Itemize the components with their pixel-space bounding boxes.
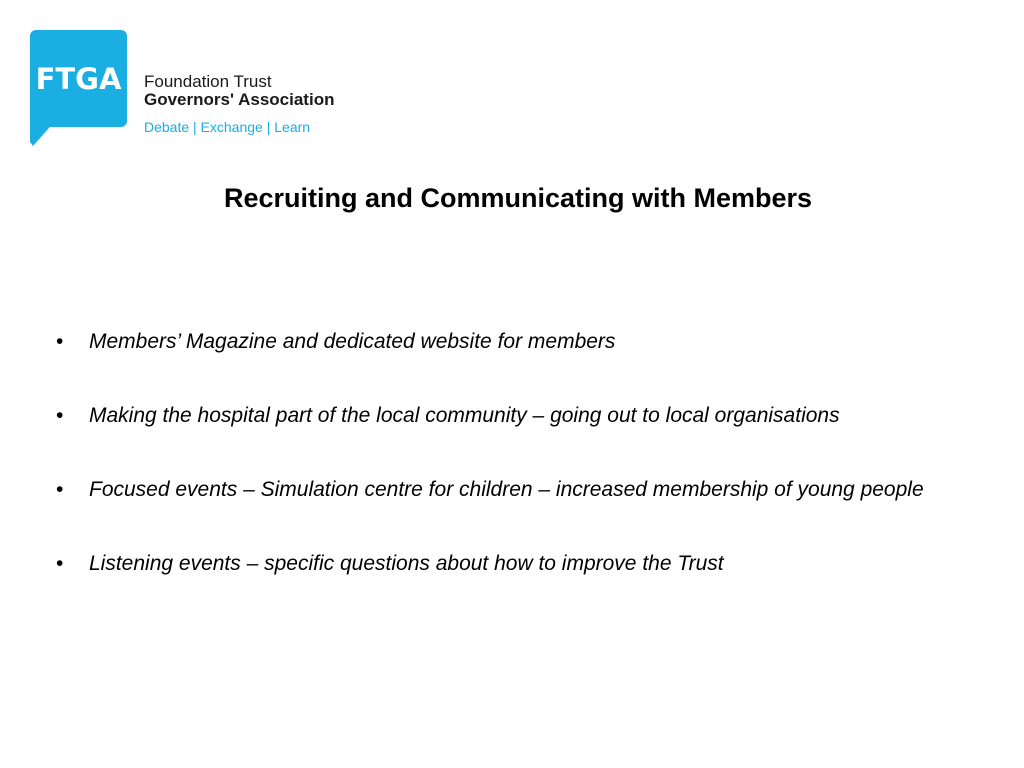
slide-title: Recruiting and Communicating with Members [223,183,813,213]
bullet-text: Listening events – specific questions about how to improve the Trust [89,552,724,575]
bullet-icon: • [56,330,64,353]
bullet-item [56,548,960,579]
bullet-icon: • [56,552,64,575]
logo-name-line1: Foundation Trust [144,72,272,91]
bullet-list [56,326,960,622]
bullet-icon: • [56,404,64,427]
bullet-text: Making the hospital part of the local community – going out to local organisations [89,404,840,427]
logo-name-line2: Governors' Association [144,90,335,109]
bullet-icon: • [56,478,64,501]
bullet-item [56,400,960,431]
bullet-item [56,474,960,505]
bullet-item [56,326,960,357]
ftga-logo [30,30,350,148]
bullet-text: Focused events – Simulation centre for children – increased membership of young people [89,478,924,501]
logo-tagline: Debate | Exchange | Learn [144,119,311,135]
logo-mark: FTGA [35,61,122,96]
bullet-text: Members’ Magazine and dedicated website for members [89,330,616,353]
